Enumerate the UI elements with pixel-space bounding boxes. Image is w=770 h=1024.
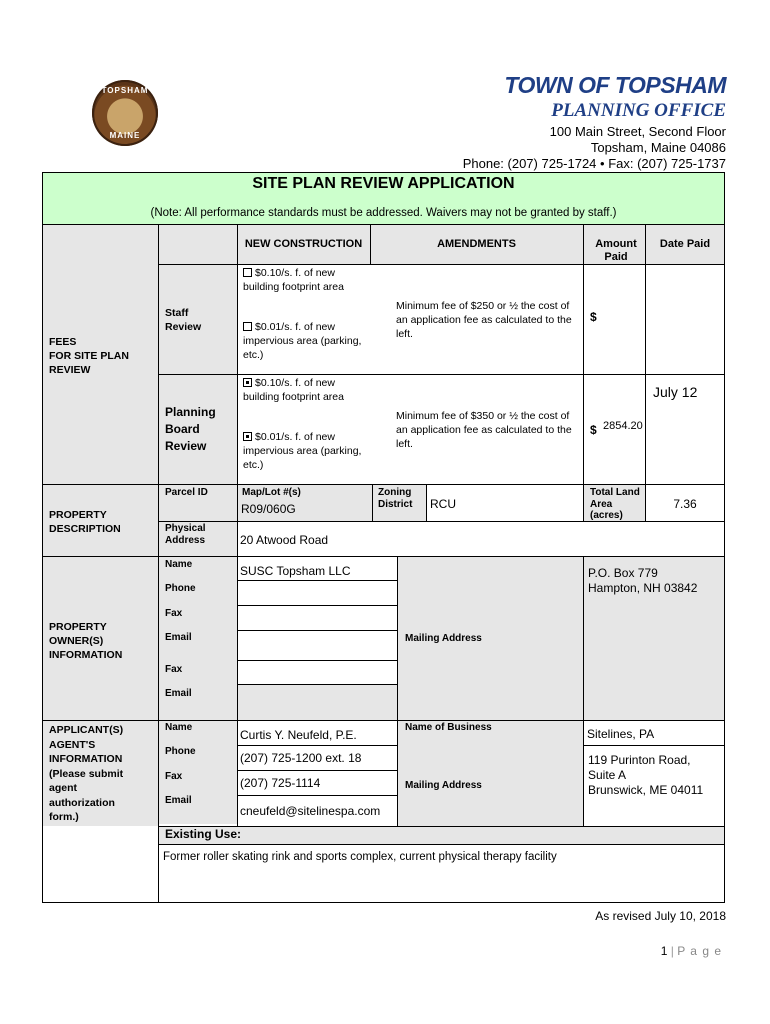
planning-option-impervious-text: $0.01/s. f. of new impervious area (parking, etc.) [243,431,362,471]
checkbox-checked-icon[interactable] [243,378,252,387]
col-date-paid: Date Paid [659,238,711,250]
page-number [661,944,722,958]
owner-section-label: PROPERTY OWNER(S) INFORMATION [49,621,123,661]
maplot-value[interactable]: R09/060G [241,502,296,516]
staff-option-impervious[interactable] [243,320,368,362]
zoning-label: Zoning District [378,487,413,510]
applicant-name-value[interactable]: Curtis Y. Neufeld, P.E. [240,728,357,742]
fees-section-label: FEES FOR SITE PLAN REVIEW [49,336,129,376]
applicant-email-value[interactable]: cneufeld@sitelinespa.com [240,804,381,818]
staff-dollar-sign: $ [590,310,597,324]
planning-option-impervious[interactable] [243,430,368,472]
property-section-label: PROPERTY DESCRIPTION [49,509,121,535]
existing-use-band [158,826,725,844]
physical-address-label: Physical Address [165,523,206,546]
col-amendments: AMENDMENTS [437,238,516,250]
revision-note: As revised July 10, 2018 [595,909,726,923]
form-title: SITE PLAN REVIEW APPLICATION [252,175,515,192]
planning-dollar-sign: $ [590,423,597,437]
owner-email-label: Email [165,632,192,643]
checkbox-icon[interactable] [243,322,252,331]
form-note: (Note: All performance standards must be addressed. Waivers may not be granted by staff.) [150,207,617,219]
town-seal [92,80,158,146]
applicant-name-label: Name [165,722,193,733]
business-name-label: Name of Business [405,722,492,733]
planning-amount-paid[interactable]: 2854.20 [603,420,643,432]
maplot-label: Map/Lot #(s) [242,487,301,498]
business-name-value[interactable]: Sitelines, PA [587,727,655,741]
seal-top-text: TOPSHAM [101,86,149,95]
owner-mailing-value[interactable]: P.O. Box 779 Hampton, NH 03842 [588,566,698,595]
staff-review-label: Staff Review [165,307,202,333]
phone-fax-line: Phone: (207) 725-1724 • Fax: (207) 725-1737 [462,156,726,171]
planning-date-paid[interactable]: July 12 [653,384,698,400]
owner-fax2-label: Fax [165,664,183,675]
address-line-2: Topsham, Maine 04086 [590,140,726,155]
applicant-phone-value[interactable]: (207) 725-1200 ext. 18 [240,751,362,765]
owner-email2-label: Email [165,688,192,699]
zoning-value[interactable]: RCU [430,497,456,511]
applicant-business-band [397,720,583,826]
land-area-label: Total Land Area (acres) [590,487,640,521]
existing-use-value[interactable]: Former roller skating rink and sports complex, current physical therapy facility [163,851,557,863]
page-number-value: 1 [660,944,668,958]
applicant-section-label: APPLICANT(S) AGENT'S INFORMATION (Please submit agent authorization form.) [49,724,124,823]
physical-address-value[interactable]: 20 Atwood Road [240,533,329,547]
planning-board-label: Planning Board Review [165,405,216,453]
page-word: P a g e [677,944,722,958]
address-line-1: 100 Main Street, Second Floor [549,124,726,139]
seal-bottom-text: MAINE [109,131,141,140]
applicant-phone-label: Phone [165,746,196,757]
staff-amendment-text: Minimum fee of $250 or ½ the cost of an application fee as calculated to the left. [396,300,572,340]
col-amount-paid: Amount Paid [595,238,637,263]
staff-option-footprint[interactable] [243,266,373,294]
land-area-value[interactable]: 7.36 [673,497,697,511]
checkbox-icon[interactable] [243,268,252,277]
staff-option-impervious-text: $0.01/s. f. of new impervious area (parking, etc.) [243,321,362,361]
office-name: PLANNING OFFICE [551,100,726,121]
owner-fax-label: Fax [165,608,183,619]
applicant-email-label: Email [165,795,192,806]
planning-option-footprint-text: $0.10/s. f. of new building footprint area [243,377,344,403]
col-new-construction: NEW CONSTRUCTION [244,238,363,250]
town-name: TOWN OF TOPSHAM [504,72,726,98]
page-separator: | [670,944,674,958]
checkbox-checked-icon[interactable] [243,432,252,441]
owner-extra-band [237,684,397,720]
parcel-id-label: Parcel ID [165,487,208,498]
applicant-fax-value[interactable]: (207) 725-1114 [240,776,321,790]
planning-option-footprint[interactable] [243,376,373,404]
owner-name-label: Name [165,559,193,570]
owner-mailing-label: Mailing Address [405,633,482,644]
applicant-mailing-value[interactable]: 119 Purinton Road, Suite A Brunswick, ME 04011 [588,753,704,797]
staff-option-footprint-text: $0.10/s. f. of new building footprint area [243,267,344,293]
applicant-mailing-label: Mailing Address [405,780,482,791]
owner-name-value[interactable]: SUSC Topsham LLC [240,564,351,578]
existing-use-label: Existing Use: [165,827,242,841]
planning-amendment-text: Minimum fee of $350 or ½ the cost of an application fee as calculated to the left. [396,410,572,450]
owner-phone-label: Phone [165,583,196,594]
applicant-fax-label: Fax [165,771,183,782]
